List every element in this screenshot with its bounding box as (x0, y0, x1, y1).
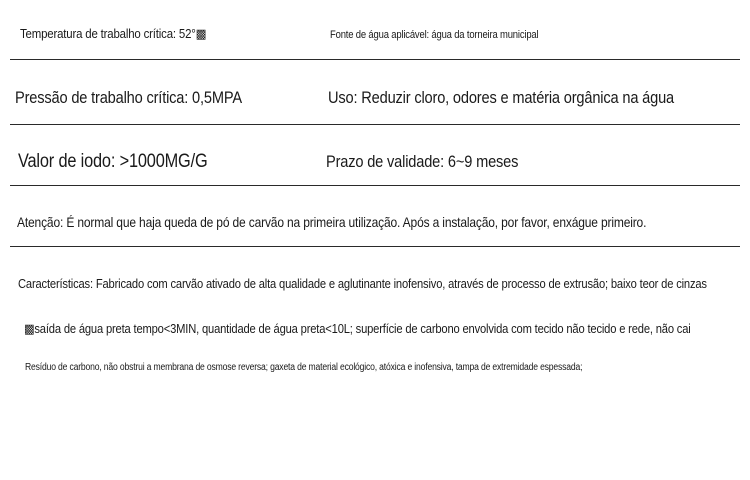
features-line-2 (24, 321, 750, 337)
iodine-value (18, 151, 238, 173)
divider-1 (10, 59, 740, 60)
critical-pressure (15, 88, 279, 108)
attention-note-text: Atenção: É normal que haja queda de pó de carvão na primeira utilização. Após a instalação, por favor, enxágue primeiro. (17, 214, 647, 230)
critical-pressure-text: Pressão de trabalho crítica: 0,5MPA (15, 88, 242, 107)
features-line-1-text: Características: Fabricado com carvão ativado de alta qualidade e aglutinante inofensivo, através de processo de extrusão; baixo teor de cinzas (18, 276, 707, 291)
critical-temperature (20, 26, 232, 42)
usage-text: Uso: Reduzir cloro, odores e matéria orgânica na água (328, 88, 675, 107)
features-line-3 (25, 362, 673, 373)
usage (328, 88, 730, 108)
divider-2 (10, 124, 740, 125)
shelf-life-text: Prazo de validade: 6~9 meses (326, 152, 519, 171)
water-source-text: Fonte de água aplicável: água da torneira municipal (330, 29, 539, 41)
divider-4 (10, 246, 740, 247)
attention-note (17, 214, 749, 230)
iodine-value-text: Valor de iodo: >1000MG/G (18, 151, 208, 172)
water-source (330, 29, 572, 41)
features-line-3-text: Resíduo de carbono, não obstrui a membrana de osmose reversa; gaxeta de material ecológico, atóxica e inofensiva, tampa de extremidade espessada; (25, 362, 583, 373)
features-line-1 (18, 276, 750, 291)
critical-temperature-text: Temperatura de trabalho crítica: 52°▩ (20, 26, 207, 41)
divider-3 (10, 185, 740, 186)
shelf-life (326, 152, 550, 172)
features-line-2-text: ▩saída de água preta tempo<3MIN, quantidade de água preta<10L; superfície de carbono envolvida com tecido não tecido e rede, não cai (24, 321, 691, 336)
